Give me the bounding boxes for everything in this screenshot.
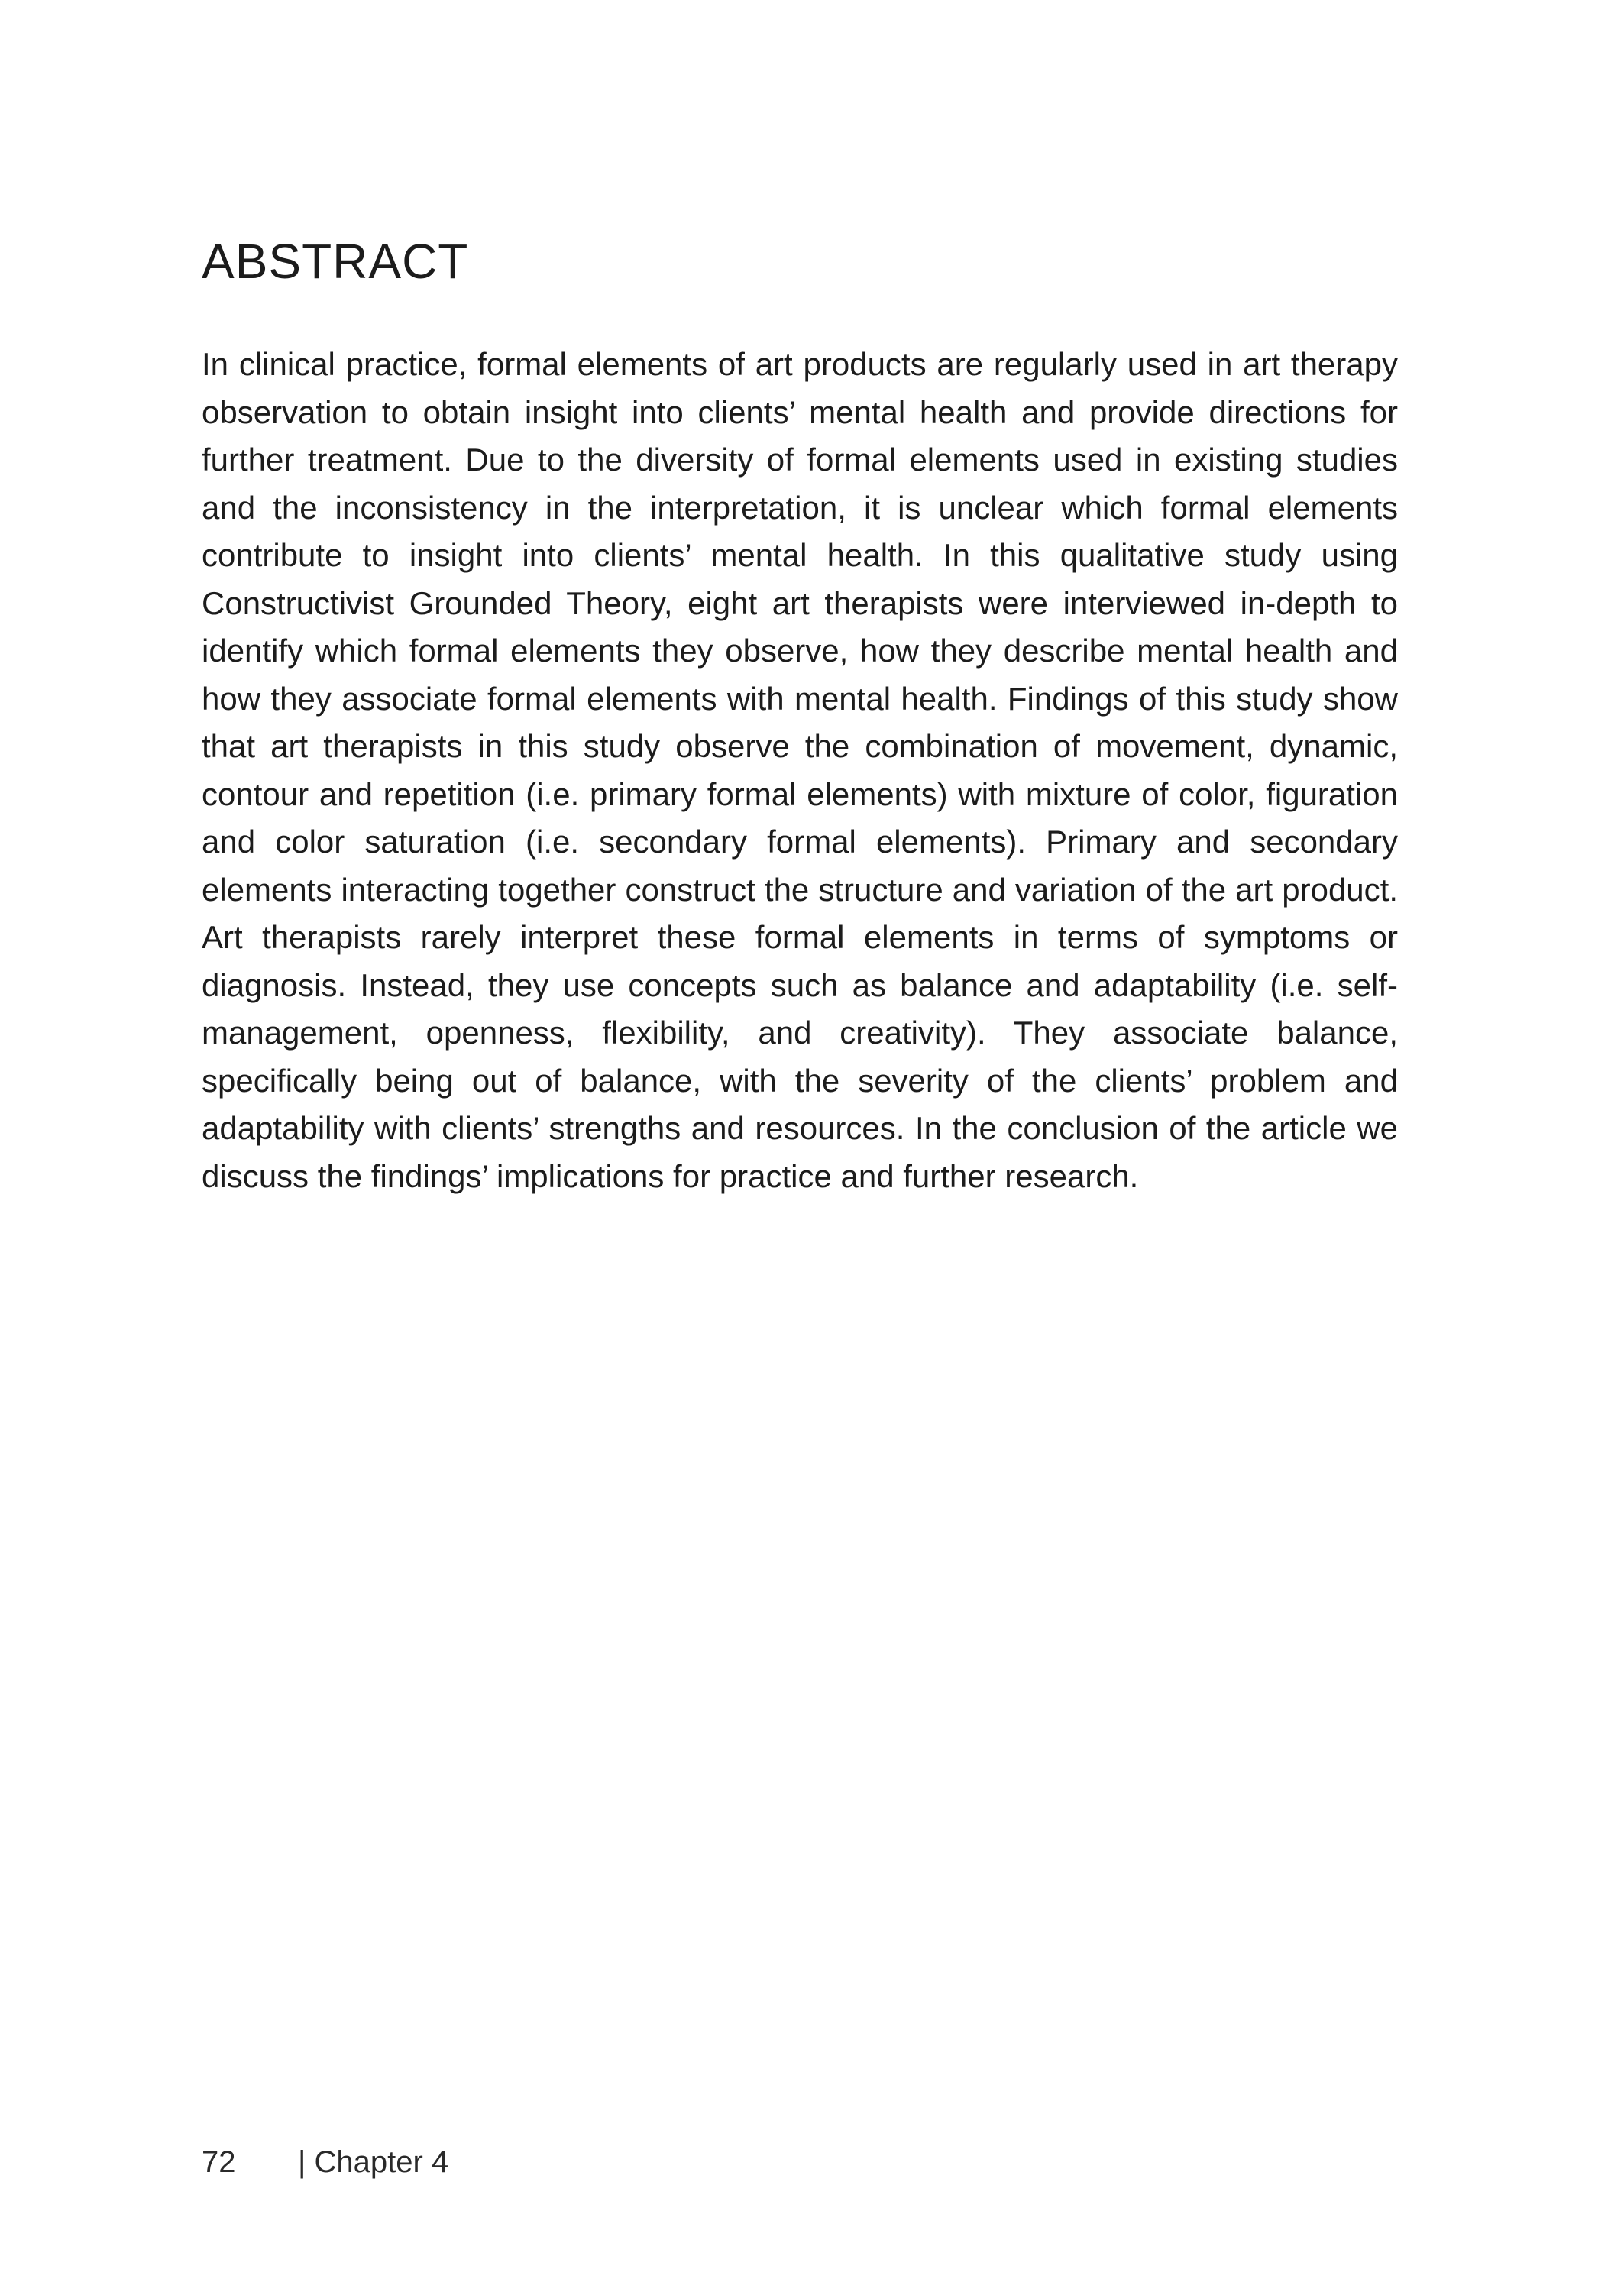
chapter-label: | Chapter 4	[298, 2145, 449, 2179]
abstract-heading: ABSTRACT	[202, 234, 469, 289]
page-footer	[202, 2144, 448, 2180]
abstract-text: In clinical practice, formal elements of art products are regularly used in art therapy observation to obtain insight into clients’ mental health and provide directions for further treatment. Due to the diversity of formal elements used in existing studies and the inconsistency in the interpretation, it is unclear which formal elements contribute to insight into clients’ mental health. In this qualitative study using Constructivist Grounded Theory, eight art therapists were interviewed in-depth to identify which formal elements they observe, how they describe mental health and how they associate formal elements with mental health. Findings of this study show that art therapists in this study observe the combination of movement, dynamic, contour and repetition (i.e. primary formal elements) with mixture of color, figuration and color saturation (i.e. secondary formal elements). Primary and secondary elements interacting together construct the structure and variation of the art product. Art therapists rarely interpret these formal elements in terms of symptoms or diagnosis. Instead, they use concepts such as balance and adaptability (i.e. self-management, openness, flexibility, and creativity). They associate balance, specifically being out of balance, with the severity of the clients’ problem and adaptability with clients’ strengths and resources. In the conclusion of the article we discuss the findings’ implications for practice and further research.	[202, 346, 1398, 1194]
page-number: 72	[202, 2145, 236, 2179]
